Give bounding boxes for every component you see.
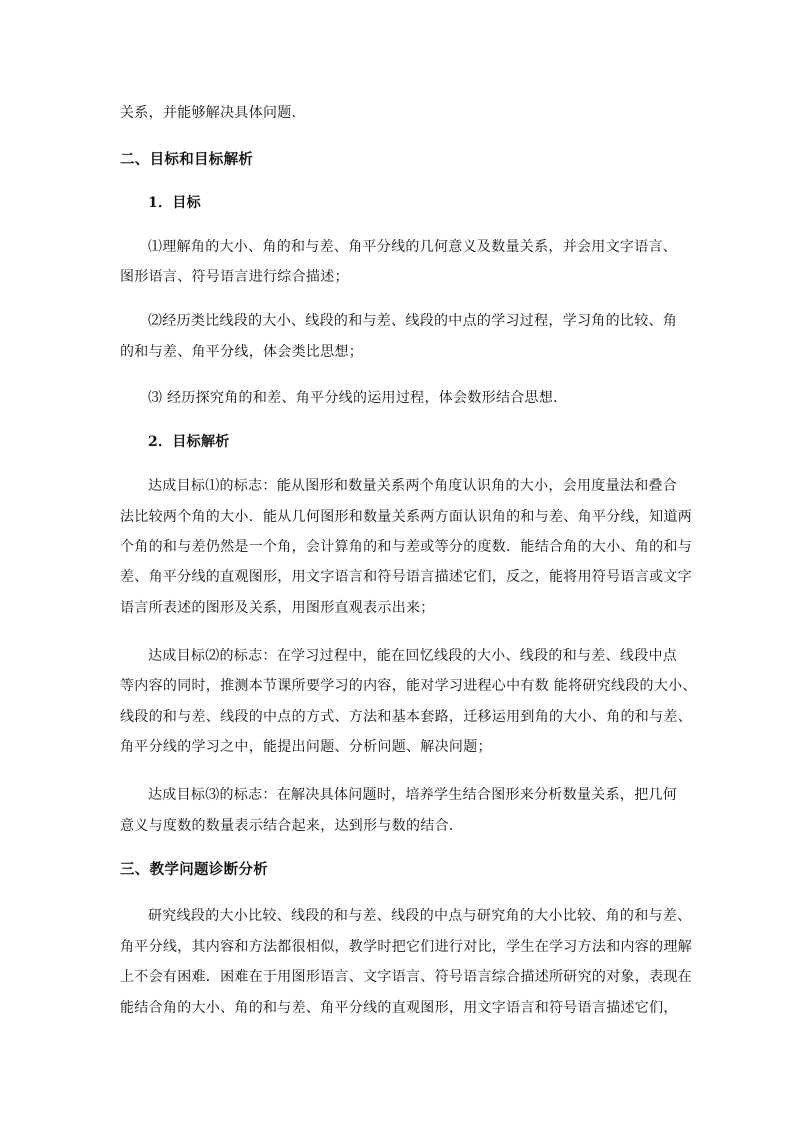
paragraph-line: 图形语言、符号语言进行综合描述； xyxy=(120,269,349,285)
paragraph-line: 达成目标⑶的标志：在解决具体问题时，培养学生结合图形来分析数量关系，把几何 xyxy=(148,787,678,803)
paragraph-line: 达成目标⑵的标志：在学习过程中，能在回忆线段的大小、线段的和与差、线段中点 xyxy=(148,648,678,664)
paragraph-line: 上不会有困难．困难在于用图形语言、文字语言、符号语言综合描述所研究的对象，表现在 xyxy=(120,969,692,985)
paragraph-line: 个角的和与差仍然是一个角，会计算角的和与差或等分的度数．能结合角的大小、角的和与 xyxy=(120,539,692,555)
paragraph-line: 角平分线的学习之中，能提出问题、分析问题、解决问题； xyxy=(120,739,492,755)
paragraph-line: 差、角平分线的直观图形，用文字语言和符号语言描述它们，反之，能将用符号语言或文字 xyxy=(120,569,692,585)
paragraph-line: 角平分线，其内容和方法都很相似，教学时把它们进行对比，学生在学习方法和内容的理解 xyxy=(120,939,692,955)
paragraph-line: 的和与差、角平分线，体会类比思想； xyxy=(120,344,364,360)
section-heading-diagnosis: 三、教学问题诊断分析 xyxy=(120,861,268,878)
paragraph-line: ⑵经历类比线段的大小、线段的和与差、线段的中点的学习过程，学习角的比较、角 xyxy=(148,313,678,329)
paragraph-line: ⑴理解角的大小、角的和与差、角平分线的几何意义及数量关系，并会用文字语言、 xyxy=(148,239,678,255)
paragraph-line: 意义与度数的数量表示结合起来，达到形与数的结合． xyxy=(120,818,464,834)
paragraph-line: 达成目标⑴的标志：能从图形和数量关系两个角度认识角的大小，会用度量法和叠合 xyxy=(148,478,678,494)
section-heading-goals: 二、目标和目标解析 xyxy=(120,151,254,168)
paragraph-line: 研究线段的大小比较、线段的和与差、线段的中点与研究角的大小比较、角的和与差、 xyxy=(148,908,692,924)
paragraph-line: 等内容的同时，推测本节课所要学习的内容，能对学习进程心中有数 能将研究线段的大小、 xyxy=(120,678,697,694)
paragraph-line: 法比较两个角的大小．能从几何图形和数量关系两方面认识角的和与差、角平分线，知道两 xyxy=(120,509,692,525)
subheading-goals: 1．目标 xyxy=(148,195,201,211)
paragraph-line: 能结合角的大小、角的和与差、角平分线的直观图形，用文字语言和符号语言描述它们， xyxy=(120,1000,678,1016)
paragraph-line: ⑶ 经历探究角的和差、角平分线的运用过程，体会数形结合思想． xyxy=(148,390,568,406)
paragraph-line: 语言所表述的图形及关系，用图形直观表示出来； xyxy=(120,600,435,616)
subheading-goal-analysis: 2．目标解析 xyxy=(148,434,230,450)
paragraph-line: 关系，并能够解决具体问题． xyxy=(120,105,306,121)
paragraph-line: 线段的和与差、线段的中点的方式、方法和基本套路，迁移运用到角的大小、角的和与差、 xyxy=(120,709,692,725)
